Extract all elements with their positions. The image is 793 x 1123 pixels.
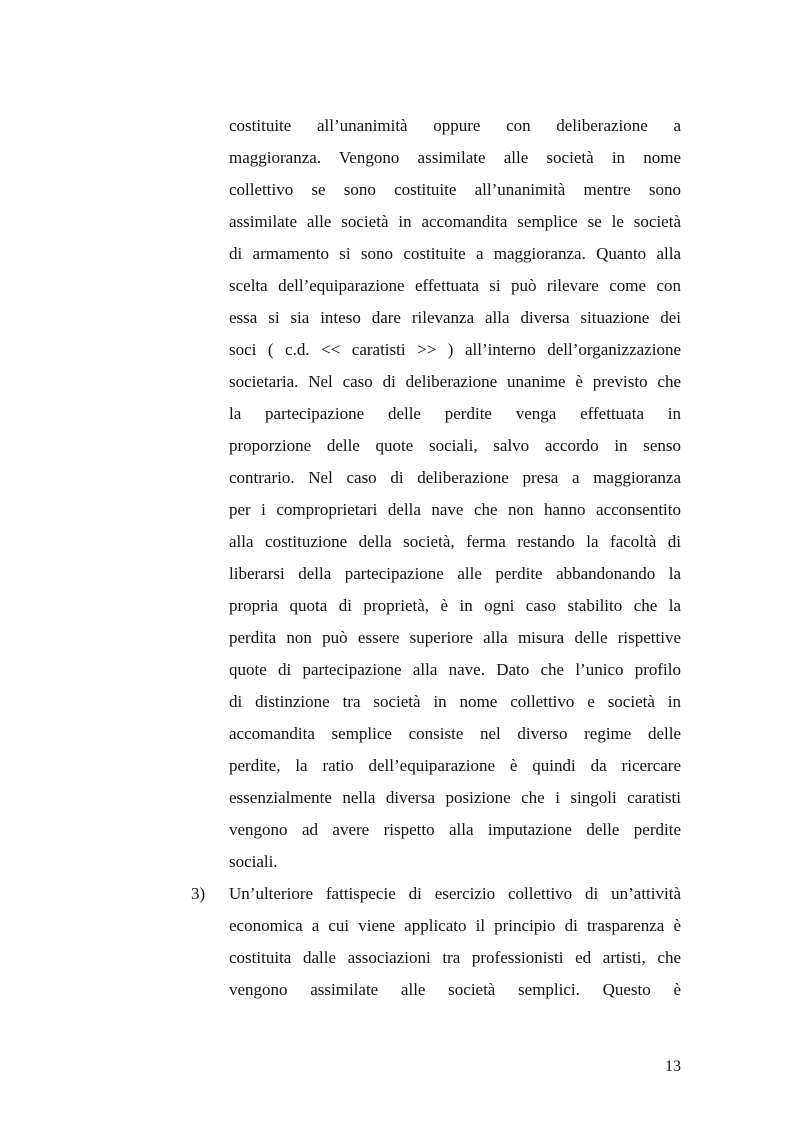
paragraph-line: vengono ad avere rispetto alla imputazione delle perdite [229,820,681,839]
paragraph-line: per i comproprietari della nave che non hanno acconsentito [229,500,681,519]
paragraph-line: sociali. [229,852,278,871]
paragraph-line: assimilate alle società in accomandita semplice se le società [229,212,681,231]
list-item-line: Un’ulteriore fattispecie di esercizio collettivo di un’attività [229,884,681,903]
paragraph-line: la partecipazione delle perdite venga effettuata in [229,404,681,423]
page-number: 13 [665,1058,681,1075]
paragraph-line: di armamento si sono costituite a maggioranza. Quanto alla [229,244,681,263]
list-item-line: vengono assimilate alle società semplici. Questo è [229,980,681,999]
paragraph-line: propria quota di proprietà, è in ogni caso stabilito che la [229,596,681,615]
paragraph-line: contrario. Nel caso di deliberazione presa a maggioranza [229,468,681,487]
paragraph-line: costituite all’unanimità oppure con deliberazione a [229,116,681,135]
list-item-marker: 3) [191,884,206,903]
paragraph-line: scelta dell’equiparazione effettuata si può rilevare come con [229,276,681,295]
paragraph-line: perdita non può essere superiore alla misura delle rispettive [229,628,681,647]
list-item-line: costituita dalle associazioni tra professionisti ed artisti, che [229,948,681,967]
list-item-line: economica a cui viene applicato il principio di trasparenza è [229,916,681,935]
paragraph-line: essa si sia inteso dare rilevanza alla diversa situazione dei [229,308,681,327]
paragraph-line: essenzialmente nella diversa posizione che i singoli caratisti [229,788,681,807]
paragraph-line: collettivo se sono costituite all’unanimità mentre sono [229,180,681,199]
paragraph-line: societaria. Nel caso di deliberazione unanime è previsto che [229,372,681,391]
paragraph-line: di distinzione tra società in nome collettivo e società in [229,692,681,711]
paragraph-line: perdite, la ratio dell’equiparazione è quindi da ricercare [229,756,681,775]
paragraph-line: proporzione delle quote sociali, salvo accordo in senso [229,436,681,455]
paragraph-line: maggioranza. Vengono assimilate alle società in nome [229,148,681,167]
paragraph-line: quote di partecipazione alla nave. Dato che l’unico profilo [229,660,681,679]
paragraph-line: accomandita semplice consiste nel diverso regime delle [229,724,681,743]
paragraph-line: liberarsi della partecipazione alle perdite abbandonando la [229,564,681,583]
paragraph-line: soci ( c.d. << caratisti >> ) all’interno dell’organizzazione [229,340,681,359]
paragraph-line: alla costituzione della società, ferma restando la facoltà di [229,532,681,551]
